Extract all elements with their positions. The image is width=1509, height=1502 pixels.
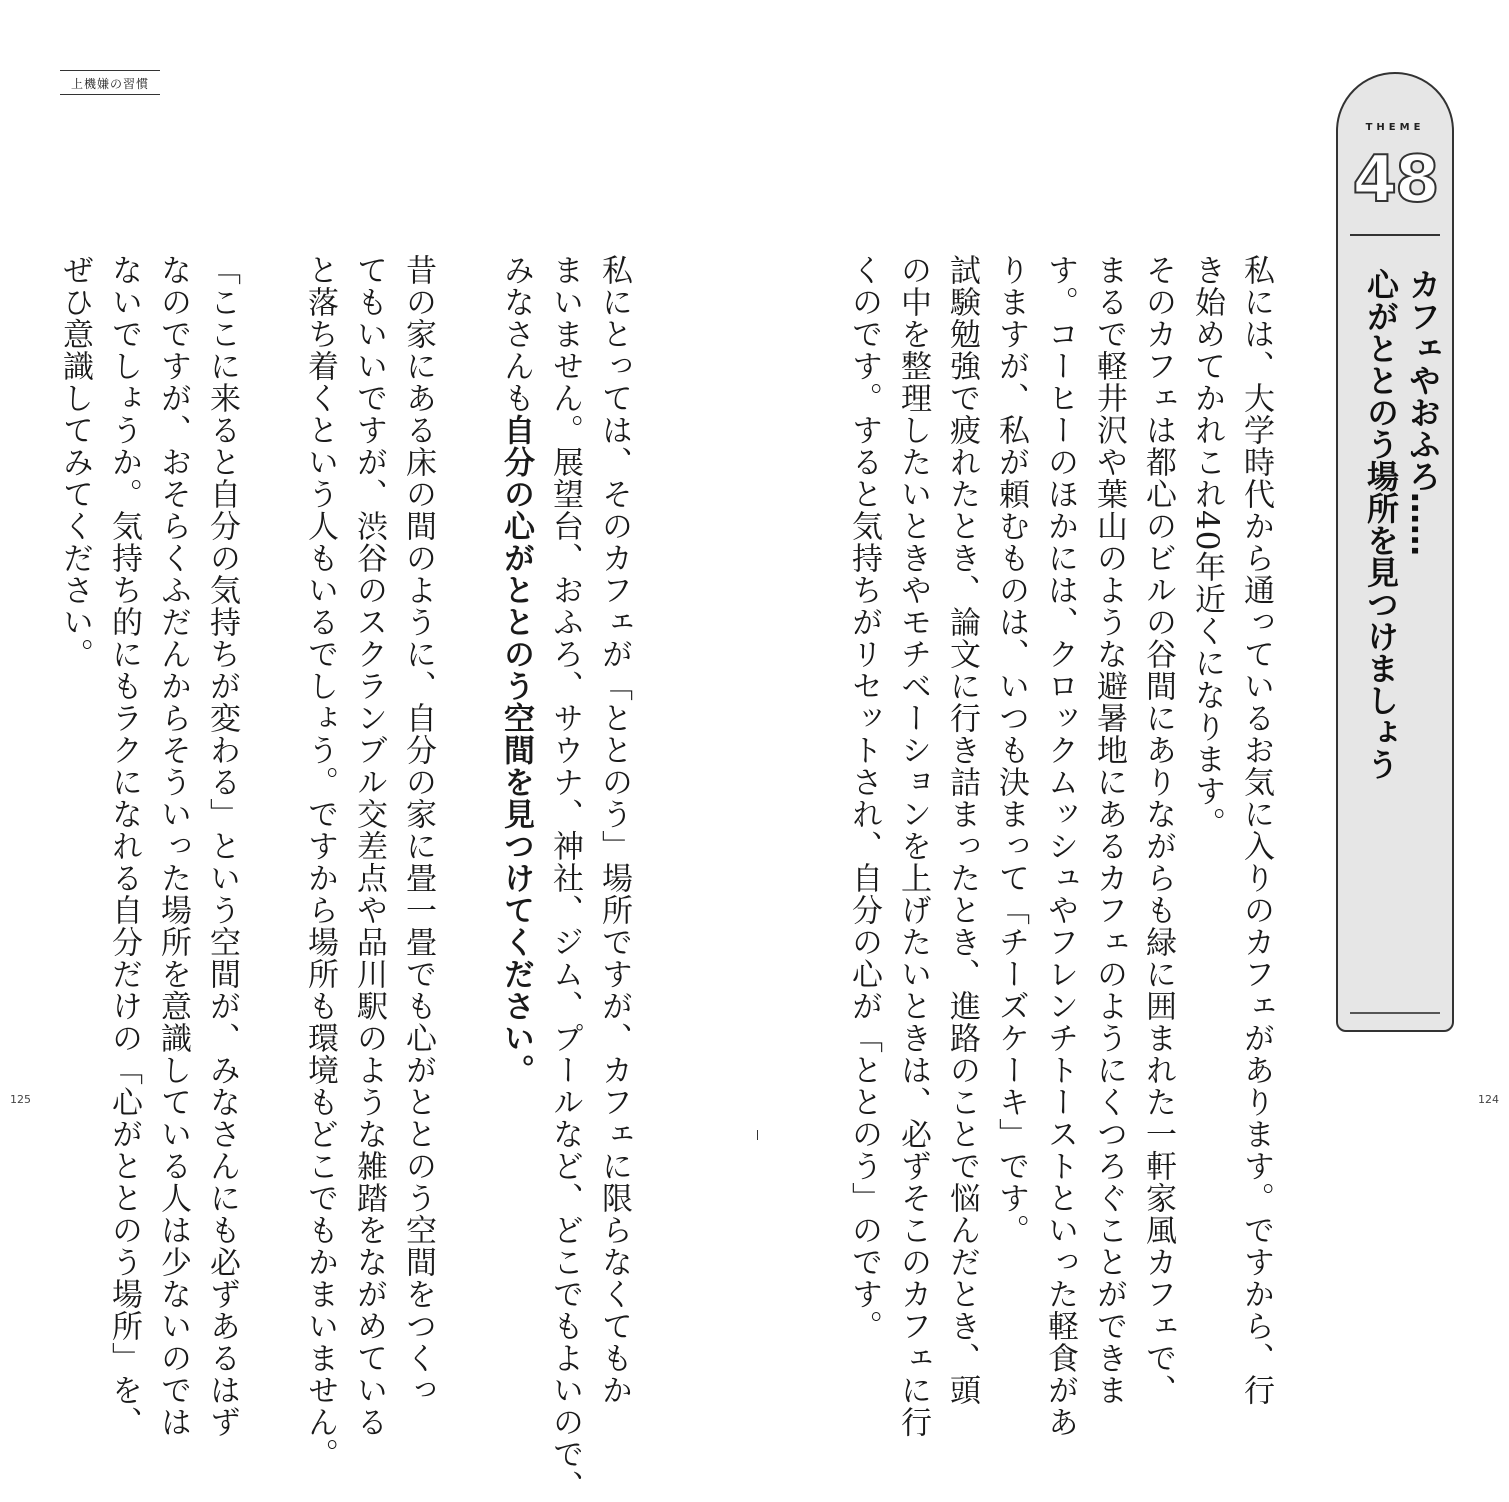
theme-title-line-2: 心がととのう場所を見つけましょう bbox=[1362, 268, 1400, 780]
body-line: の中を整理したいときやモチベーションを上げたいときは、必ずそこのカフェに行 bbox=[895, 254, 931, 1438]
body-line: そのカフェは都心のビルの谷間にありながらも緑に囲まれた一軒家風カフェで、 bbox=[1140, 254, 1176, 1406]
body-line: ないでしょうか。気持ち的にもラクになれる自分だけの「心がととのう場所」を、 bbox=[106, 254, 142, 1438]
body-line-emphasis bbox=[496, 254, 536, 1086]
body-line: ぜひ意識してみてください。 bbox=[57, 254, 93, 670]
theme-label: THEME bbox=[1365, 122, 1425, 133]
running-head-top-rule bbox=[60, 70, 160, 71]
body-line: 私にとっては、そのカフェが「ととのう」場所ですが、カフェに限らなくてもか bbox=[596, 254, 632, 1406]
body-line: くのです。すると気持ちがリセットされ、自分の心が「ととのう」のです。 bbox=[846, 254, 882, 1342]
emphasis-text: 自分の心がととのう空間を見つけてください。 bbox=[498, 414, 534, 1086]
body-line: まるで軽井沢や葉山のような避暑地にあるカフェのようにくつろぐことができま bbox=[1091, 254, 1127, 1406]
body-text: みなさんも bbox=[498, 254, 534, 414]
theme-number: 48 bbox=[1352, 143, 1438, 217]
body-line: りますが、私が頼むものは、いつも決まって「チーズケーキ」です。 bbox=[993, 254, 1029, 1246]
body-line: す。コーヒーのほかには、クロックムッシュやフレンチトーストといった軽食があ bbox=[1042, 254, 1078, 1438]
theme-tab-foot-rule bbox=[1350, 1012, 1440, 1014]
page-number-right: 124 bbox=[1478, 1093, 1499, 1106]
running-head-bottom-rule bbox=[60, 94, 160, 95]
body-line: なのですが、おそらくふだんからそういった場所を意識している人は少ないのでは bbox=[155, 254, 191, 1438]
theme-title-line-1: カフェやおふろ…… bbox=[1404, 268, 1442, 556]
body-line: と落ち着くという人もいるでしょう。ですから場所も環境もどこでもかまいません。 bbox=[302, 254, 338, 1470]
body-line: てもいいですが、渋谷のスクランブル交差点や品川駅のような雑踏をながめている bbox=[351, 254, 387, 1438]
body-line: 昔の家にある床の間のように、自分の家に畳一畳でも心がととのう空間をつくっ bbox=[400, 254, 436, 1406]
body-line: 私には、大学時代から通っているお気に入りのカフェがあります。ですから、行 bbox=[1238, 254, 1274, 1406]
running-head-text: 上機嫌の習慣 bbox=[70, 77, 149, 91]
body-line: き始めてかれこれ40年近くになります。 bbox=[1189, 254, 1225, 840]
page-number-left: 125 bbox=[10, 1093, 31, 1106]
body-line: 「ここに来ると自分の気持ちが変わる」という空間が、みなさんにも必ずあるはず bbox=[204, 254, 240, 1438]
body-line: 試験勉強で疲れたとき、論文に行き詰まったとき、進路のことで悩んだとき、頭 bbox=[944, 254, 980, 1406]
theme-tab-rule bbox=[1350, 234, 1440, 236]
gutter-mark bbox=[757, 1130, 758, 1140]
body-line: まいません。展望台、おふろ、サウナ、神社、ジム、プールなど、どこでもよいので、 bbox=[547, 254, 583, 1502]
